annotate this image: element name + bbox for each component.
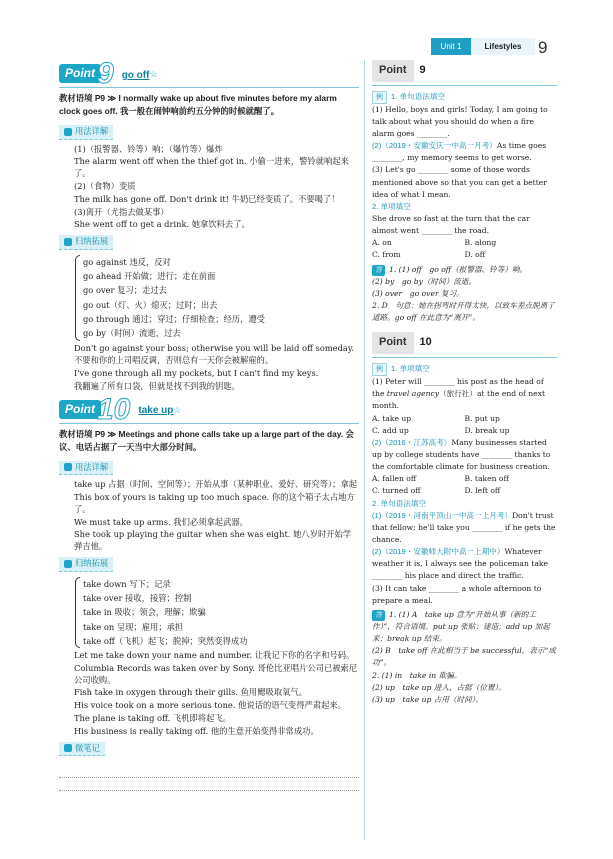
topic-label: Lifestyles xyxy=(471,38,535,55)
context-en: I normally wake up about five minutes before my alarm clock goes off. xyxy=(59,93,337,117)
usage-section-title: 用法详解 xyxy=(59,461,113,476)
question: (3) It can take ________ a whole afternoon to prepare a meal. xyxy=(372,583,542,605)
phrase-item: go through 通过；穿过；仔细检查；经历，遭受 xyxy=(83,313,265,324)
exercise-heading-9 xyxy=(372,60,557,86)
example-line: Columbia Records was taken over by Sony. 哥伦比亚唱片公司已被索尼公司收购。 xyxy=(74,662,358,685)
note-line xyxy=(59,765,359,778)
answer-line: 2. D 句意：她在拐弯时开得太快，以致车差点脱离了道路。go off 在此意为“离开”。 xyxy=(372,301,555,323)
answer-line: (3) up take up 占用（时间）。 xyxy=(372,694,484,704)
left-column xyxy=(59,57,359,791)
context-source: 教材语境 P9 ≫ xyxy=(59,93,117,103)
phrase-item: go out（灯、火）熄灭；过时；出去 xyxy=(83,299,218,310)
notes-title: 微笔记 xyxy=(59,742,105,757)
answer-line: (2) B take off 在此相当于 be successful，表示“成功”。 xyxy=(372,646,556,668)
star-icon: ☆ xyxy=(149,70,158,81)
question: (1) Hello, boys and girls! Today, I am going to talk about what you should do when a fire alarm goes ________. xyxy=(372,104,548,139)
context-zh: 会议、电话占据了一天当中大部分时间。 xyxy=(59,428,354,453)
context-sentence xyxy=(59,428,359,455)
brace-icon xyxy=(75,577,80,648)
phrase-item: take in 吸收；领会，理解；欺骗 xyxy=(83,607,206,618)
point-badge: Point xyxy=(372,332,414,354)
section-icon xyxy=(64,128,72,136)
unit-label: Unit 1 xyxy=(431,38,471,55)
usage-line: She went off to get a drink. 她拿饮料去了。 xyxy=(74,219,250,230)
usage-line: The alarm went off when the thief got in. 小偷一进来，警铃就响起来了。 xyxy=(74,156,349,179)
section-icon xyxy=(64,560,72,568)
extension-section-title: 归纳拓展 xyxy=(59,235,113,250)
question: (2)（2016・江苏高考）Many businesses started up by college students have ________ thanks to the comfortable climate for business creation. xyxy=(372,437,551,472)
brace-icon xyxy=(75,255,80,341)
usage-list xyxy=(59,144,359,231)
example-label: 例 xyxy=(372,91,387,104)
option: D. break up xyxy=(464,425,510,435)
example-line: 我翻遍了所有口袋，但就是找不到我的钥匙。 xyxy=(74,380,240,391)
point-number: 9 xyxy=(97,57,114,90)
option: C. turned off xyxy=(372,486,421,496)
usage-definition: take up 占据（时间、空间等）；开始从事（某种职业、爱好、研究等）；拿起 xyxy=(74,479,358,490)
point-badge: Point xyxy=(59,400,101,419)
exercise-subheading: 2. 单句语法填空 xyxy=(372,498,427,508)
option: B. put up xyxy=(464,413,500,423)
answer-line: 1. (1) off go off（报警器、铃等）响。 xyxy=(389,264,528,274)
answer-line: (3) over go over 复习。 xyxy=(372,288,464,298)
extension-section-title: 归纳拓展 xyxy=(59,557,113,572)
usage-line: She took up playing the guitar when she was eight. 她八岁时开始学弹吉他。 xyxy=(74,529,352,552)
question: (2)（2019・安徽师大附中高一上期中）Whatever weather it is, I always see the policeman take ________ his place and direct the traffic. xyxy=(372,547,548,581)
phrase-item: go ahead 开始做；进行；走在前面 xyxy=(83,271,216,282)
answer-line: (2) up take up 进入，占据（位置）。 xyxy=(372,682,506,692)
usage-line: (1)（报警器、铃等）响；（爆竹等）爆炸 xyxy=(74,143,223,154)
option: B. along xyxy=(464,238,497,248)
context-sentence xyxy=(59,92,359,119)
phrase-item: take on 呈现；雇用；承担 xyxy=(83,621,184,632)
option: C. from xyxy=(372,250,401,260)
point9-heading xyxy=(59,57,359,90)
answer-block xyxy=(372,264,557,325)
option: A. on xyxy=(372,238,392,248)
example-line: His business is really taking off. 他的生意开始变得非常成功。 xyxy=(74,725,319,736)
option: A. fallen off xyxy=(372,474,417,484)
right-column xyxy=(372,60,557,706)
usage-line: We must take up arms. 我们必须拿起武器。 xyxy=(74,516,248,527)
point-phrase: go off xyxy=(121,69,150,81)
phrase-group xyxy=(75,255,359,341)
option: D. off xyxy=(464,250,486,260)
phrase-item: take down 写下；记录 xyxy=(83,578,171,589)
example-line: Let me take down your name and number. 让我记下你的名字和号码。 xyxy=(74,650,355,661)
option: B. taken off xyxy=(464,474,509,484)
example-line: Fish take in oxygen through their gills. 鱼用鳃吸取氧气。 xyxy=(74,687,308,698)
options xyxy=(372,413,557,437)
question: (2)（2019・安徽安庆一中高一月考）As time goes ________, my memory seems to get worse. xyxy=(372,141,547,163)
question: She drove so fast at the turn that the car almost went ________ the road. xyxy=(372,214,530,236)
question: (3) Let's go ________ some of those words mentioned above so that you can get a better idea of what I mean. xyxy=(372,165,547,199)
usage-section-title: 用法详解 xyxy=(59,125,113,140)
answer-label: 答 xyxy=(372,610,385,621)
usage-line: The milk has gone off. Don't drink it! 牛奶已经变质了。不要喝了！ xyxy=(74,193,340,204)
option: D. left off xyxy=(464,486,501,496)
example-line: The plane is taking off. 飞机即将起飞。 xyxy=(74,712,231,723)
notes-lines xyxy=(59,765,359,791)
exercise-heading-10 xyxy=(372,332,557,358)
context-en: Meetings and phone calls take up a large part of the day. xyxy=(118,428,344,439)
phrase-item: go by（时间）流逝，过去 xyxy=(83,328,181,339)
example-label: 例 xyxy=(372,363,387,376)
example-line: His voice took on a more serious tone. 他说话的语气变得严肃起来。 xyxy=(74,700,346,711)
point-number: 9 xyxy=(419,64,426,76)
point10-heading xyxy=(59,392,359,426)
point-number: 10 xyxy=(97,392,131,426)
exercise-subheading: 2. 单项填空 xyxy=(372,201,411,211)
page-number: 9 xyxy=(538,38,548,57)
phrase-item: go over 复习；走过去 xyxy=(83,285,167,296)
point-number: 10 xyxy=(419,336,432,349)
phrase-item: take over 接收，接管；控制 xyxy=(83,593,192,604)
page-header xyxy=(431,38,535,55)
answer-block xyxy=(372,609,557,706)
question: (1)（2019・河南平顶山一中高一上月考）Don't trust that fellow; he'll take you ________ if he gets the chance. xyxy=(372,510,556,544)
example-line: I've gone through all my pockets, but I can't find my keys. xyxy=(74,368,319,379)
star-icon: ☆ xyxy=(173,405,182,416)
point-badge: Point xyxy=(372,60,414,82)
exercise-subheading: 1. 单项填空 xyxy=(391,363,430,373)
phrase-item: take off（飞机）起飞；脱掉；突然变得成功 xyxy=(83,635,248,646)
options xyxy=(372,237,557,261)
phrase-item: go against 违反，反对 xyxy=(83,256,171,267)
usage-line: This box of yours is taking up too much space. 你的这个箱子太占地方了。 xyxy=(74,492,355,514)
column-divider xyxy=(364,60,365,840)
exercise-subheading: 1. 单句语法填空 xyxy=(391,91,446,101)
section-icon xyxy=(64,238,72,246)
option: C. add up xyxy=(372,425,409,435)
usage-line: (3)离开（尤指去做某事） xyxy=(74,206,169,217)
point-badge: Point xyxy=(59,64,101,83)
section-icon xyxy=(64,463,72,471)
pencil-icon xyxy=(64,744,72,752)
option: A. take up xyxy=(372,413,412,423)
options xyxy=(372,473,557,497)
usage-line: (2)（食物）变质 xyxy=(74,181,136,191)
answer-line: (2) by go by（时间）流逝。 xyxy=(372,276,477,286)
example-line: 不要和你的上司唱反调，否则总有一天你会被解雇的。 xyxy=(74,355,274,366)
answer-line: 2. (1) in take in 欺骗。 xyxy=(372,670,462,680)
answer-line: 1. (1) A take up 意为“开始从事（新的工作）”，符合语境。put up 张贴；建造；add up 加起来；break up 结束。 xyxy=(372,609,550,644)
point-phrase: take up xyxy=(138,405,174,417)
note-line xyxy=(59,778,359,791)
answer-label: 答 xyxy=(372,265,385,276)
context-source: 教材语境 P9 ≫ xyxy=(59,428,117,439)
example-line: Don't go against your boss; otherwise you will be laid off someday. xyxy=(74,342,355,353)
question: (1) Peter will ________ his post as the head of the travel agency（旅行社）at the end of next month. xyxy=(372,377,546,411)
phrase-group xyxy=(75,577,359,648)
context-zh: 我一般在闹钟响前约五分钟的时候就醒了。 xyxy=(119,106,280,117)
